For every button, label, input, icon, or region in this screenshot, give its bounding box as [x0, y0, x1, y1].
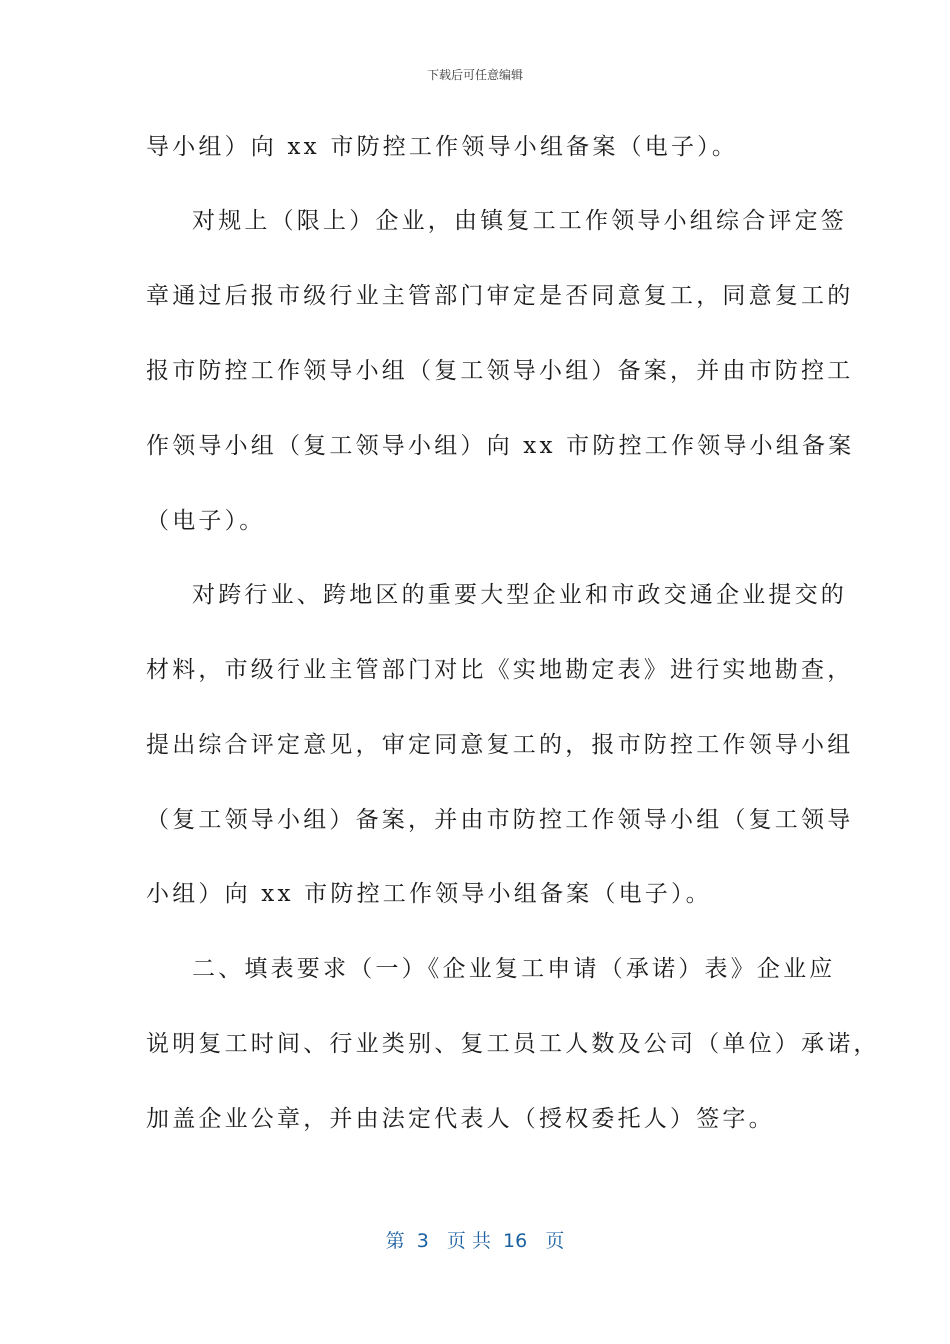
- text-line-14: 加盖企业公章，并由法定代表人（授权委托人）签字。: [146, 1106, 775, 1132]
- text-line-11: 小组）向 xx 市防控工作领导小组备案（电子）。: [146, 881, 712, 907]
- text-line-3: 章通过后报市级行业主管部门审定是否同意复工，同意复工的: [146, 283, 854, 309]
- text-line-5: 作领导小组（复工领导小组）向 xx 市防控工作领导小组备案: [146, 433, 855, 459]
- text-line-10: （复工领导小组）备案，并由市防控工作领导小组（复工领导: [146, 807, 854, 833]
- page-number-footer: 第 3 页 共 16 页: [385, 1230, 565, 1252]
- text-line-9: 提出综合评定意见，审定同意复工的，报市防控工作领导小组: [146, 732, 854, 758]
- text-line-4: 报市防控工作领导小组（复工领导小组）备案，并由市防控工: [146, 358, 854, 384]
- text-line-13: 说明复工时间、行业类别、复工员工人数及公司（单位）承诺，: [146, 1031, 880, 1057]
- text-line-12: 二、填表要求（一）《企业复工申请（承诺）表》企业应: [192, 956, 836, 982]
- text-line-7: 对跨行业、跨地区的重要大型企业和市政交通企业提交的: [192, 582, 847, 608]
- text-line-8: 材料，市级行业主管部门对比《实地勘定表》进行实地勘查，: [146, 657, 854, 683]
- download-note: 下载后可任意编辑: [426, 68, 523, 82]
- text-line-2: 对规上（限上）企业，由镇复工工作领导小组综合评定签: [192, 208, 847, 234]
- text-line-1: 导小组）向 xx 市防控工作领导小组备案（电子）。: [146, 134, 739, 160]
- text-line-6: （电子）。: [146, 508, 266, 534]
